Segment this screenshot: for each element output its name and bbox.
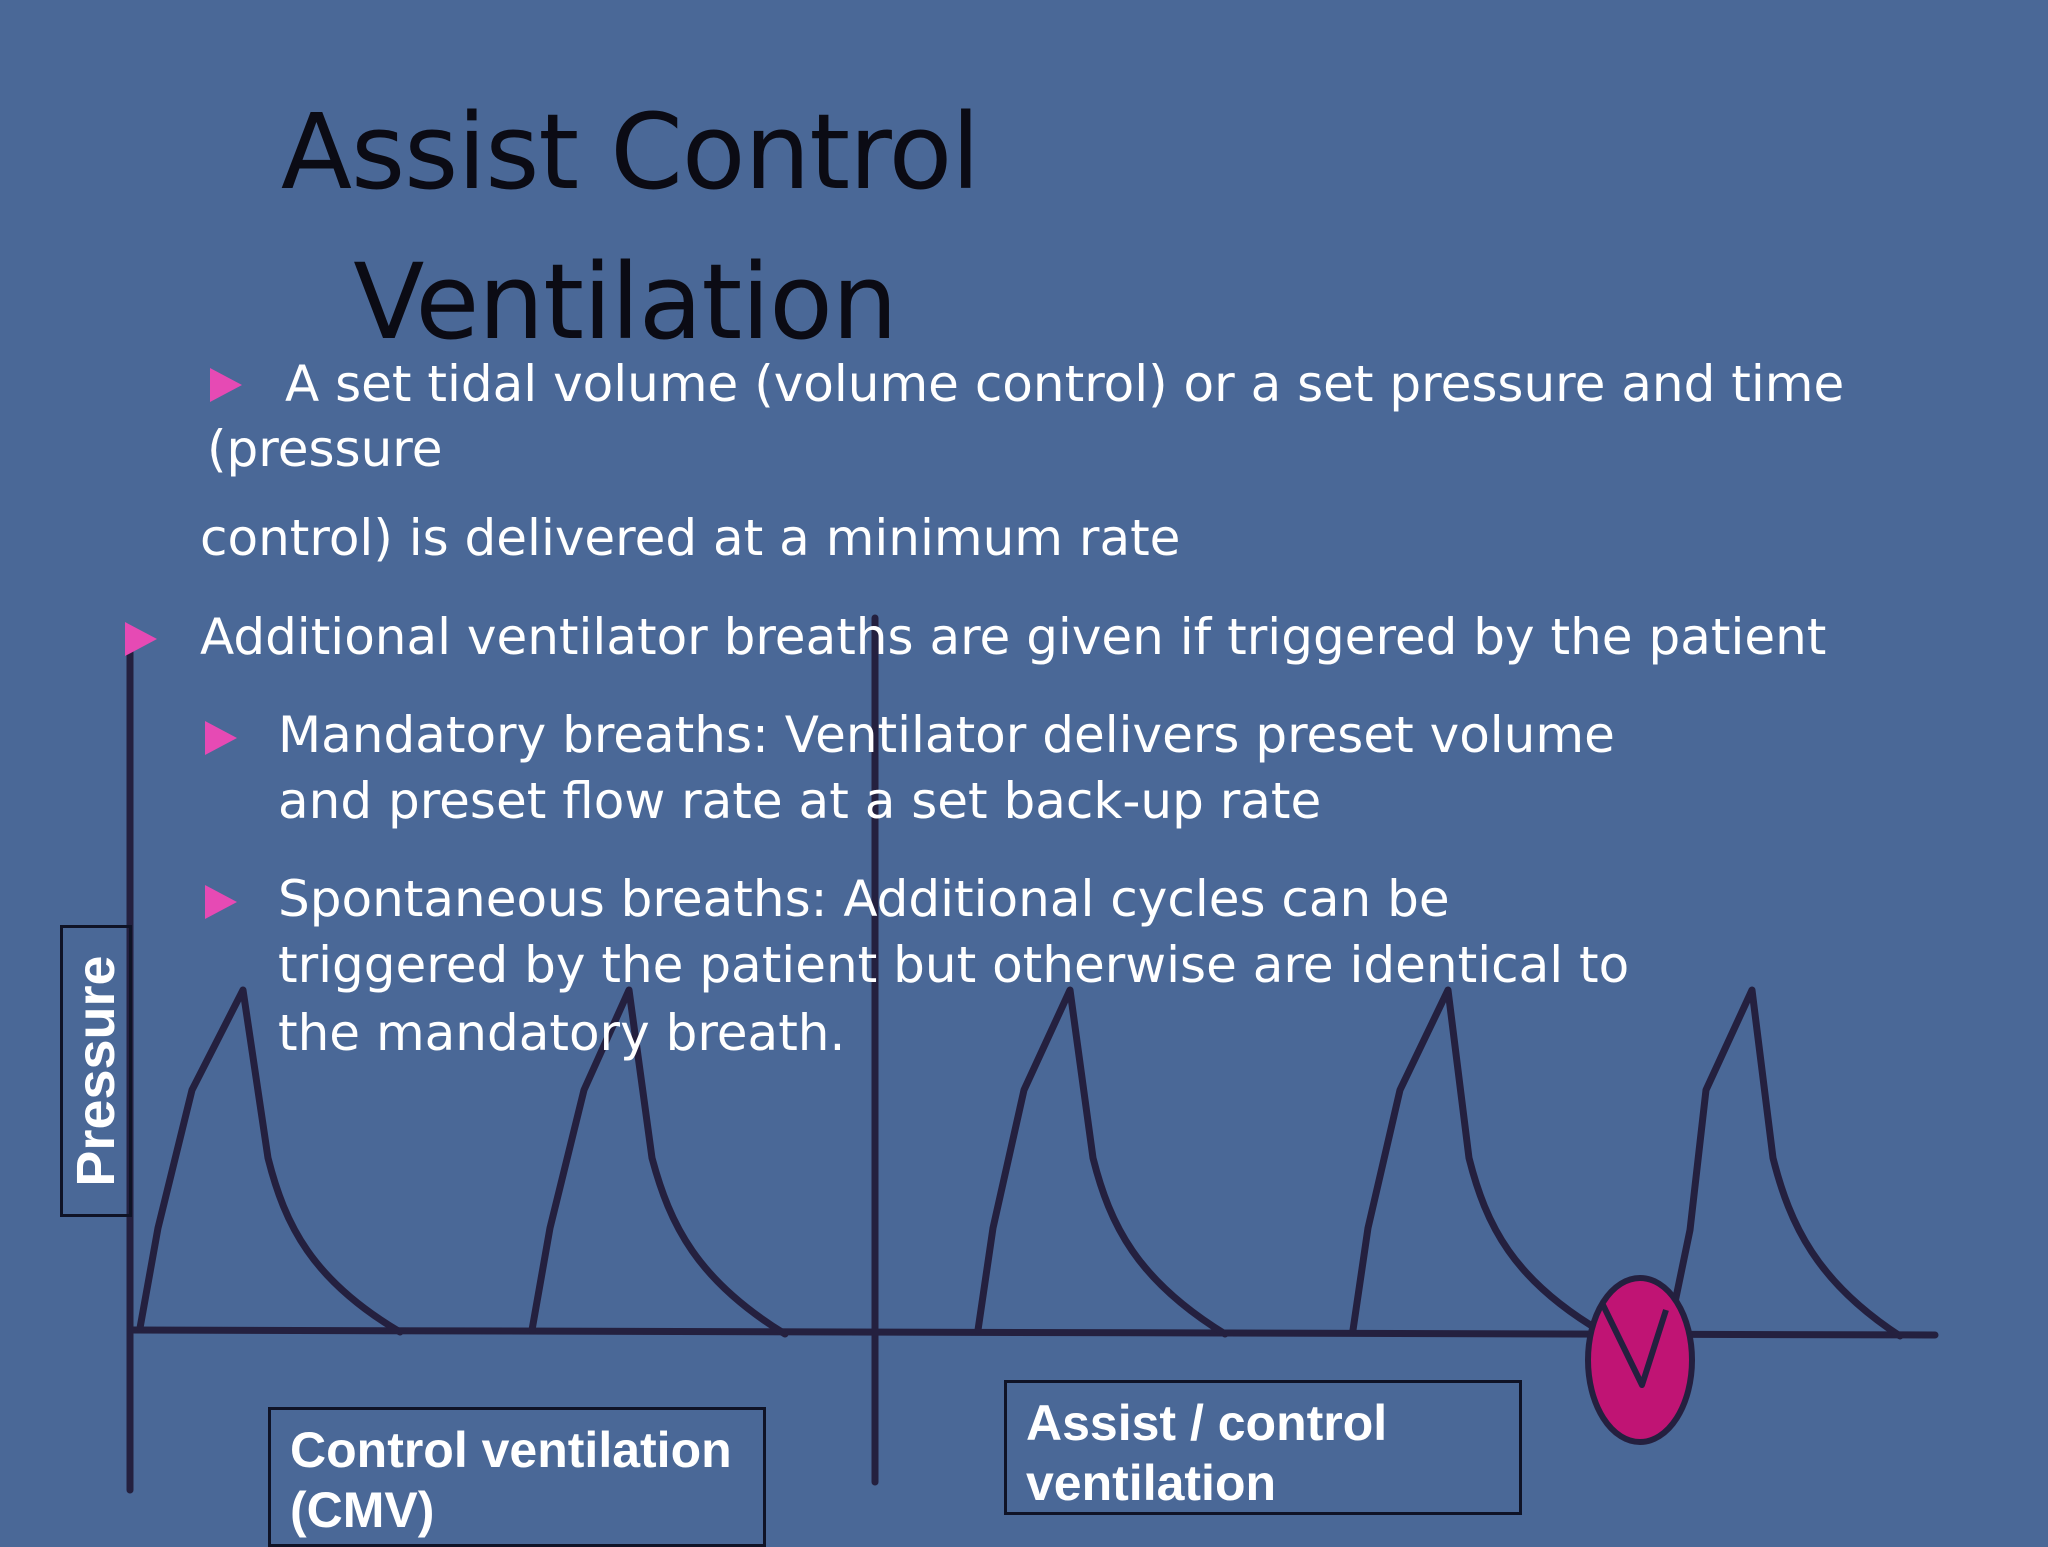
bullet-3-line2: and preset flow rate at a set back-up rate <box>278 772 1322 830</box>
assist-breath-2 <box>1353 990 1602 1332</box>
bullet-1-line3: control) is delivered at a minimum rate <box>200 509 1181 567</box>
bullet-marker-4 <box>205 885 237 919</box>
bullet-4-line2: triggered by the patient but otherwise are identical to <box>278 936 1630 994</box>
assist-breath-3 <box>1668 990 1900 1336</box>
bullet-1-line2: (pressure <box>207 420 443 478</box>
bullet-4-line1: Spontaneous breaths: Additional cycles can be <box>278 870 1450 928</box>
bullet-marker-3 <box>205 721 237 755</box>
control-ventilation-label-line1: Control ventilation <box>290 1422 732 1478</box>
slide-title-line1: Assist Control <box>280 91 980 213</box>
assist-control-label-line1: Assist / control <box>1026 1395 1388 1451</box>
bullet-2: Additional ventilator breaths are given if triggered by the patient <box>200 608 1827 666</box>
bullet-4-line3: the mandatory breath. <box>278 1004 846 1062</box>
y-axis-label-box <box>60 925 132 1217</box>
bullet-1-line1: A set tidal volume (volume control) or a set pressure and time <box>285 355 1845 413</box>
assist-breath-1 <box>978 990 1225 1334</box>
bullet-marker-2 <box>125 622 157 656</box>
slide-title-line2: Ventilation <box>353 241 897 363</box>
bullet-3-line1: Mandatory breaths: Ventilator delivers preset volume <box>278 706 1615 764</box>
y-axis-label: Pressure <box>66 955 126 1187</box>
assist-control-label-line2: ventilation <box>1026 1455 1277 1511</box>
control-ventilation-label-line2: (CMV) <box>290 1482 435 1538</box>
bullet-marker-1 <box>210 368 242 402</box>
patient-trigger-marker <box>1588 1278 1692 1442</box>
